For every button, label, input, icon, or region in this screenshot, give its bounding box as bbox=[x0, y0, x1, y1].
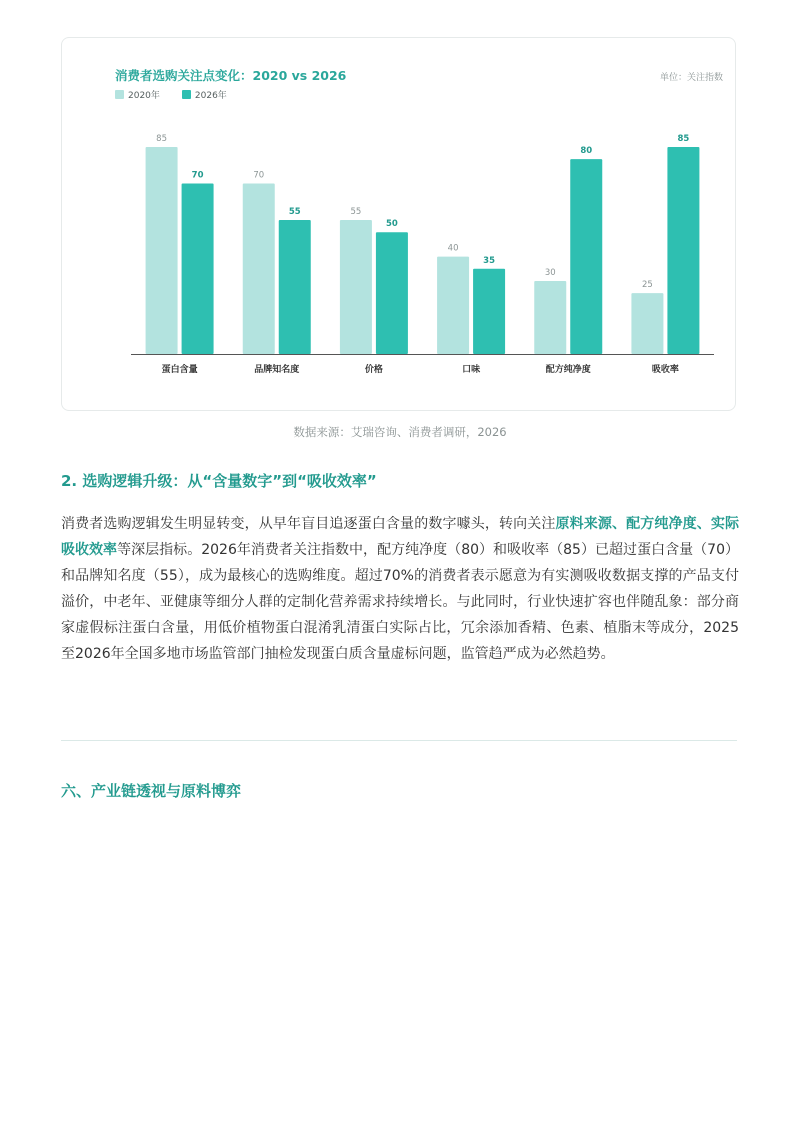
data-label-2020-5: 25 bbox=[642, 280, 653, 291]
bar-2020-0 bbox=[146, 147, 178, 354]
bar-2026-4 bbox=[570, 159, 602, 354]
x-tick-label-5: 吸收率 bbox=[651, 365, 679, 375]
data-label-2020-3: 40 bbox=[447, 243, 459, 254]
x-tick-label-4: 配方纯净度 bbox=[545, 365, 591, 375]
source-note: 数据来源：艾瑞咨询、消费者调研，2026 bbox=[293, 425, 507, 439]
data-label-2020-4: 30 bbox=[544, 267, 556, 278]
data-label-2026-4: 80 bbox=[580, 146, 593, 157]
paragraph-text-end: 等深层指标。2026年消费者关注指数中，配方纯净度（80）和吸收率（85）已超过蛋白含量（70）和品牌知名度（55），成为最核心的选购维度。超过70%的消费者表示愿意为有实测吸收数据支撑的产品支付溢价，中老年、亚健康等细分人群的定制化营养需求持续增长。与此同时，行业快速扩容也伴随乱象：部分商家虚假标注蛋白含量，用低价植物蛋白混淆乳清蛋白实际占比，冗余添加香精、色素、植脂末等成分，2025至2026年全国多地市场监管部门抽检发现蛋白质含量虚标问题，监管趋严成为必然趋势。 bbox=[61, 542, 740, 662]
chart-unit-label: 单位：关注指数 bbox=[659, 73, 723, 83]
data-label-2026-2: 50 bbox=[385, 219, 398, 230]
section-heading: 2. 选购逻辑升级：从“含量数字”到“吸收效率” bbox=[61, 472, 377, 490]
bar-2020-5 bbox=[631, 293, 663, 354]
chapter-heading: 六、产业链透视与原料博弈 bbox=[61, 782, 242, 800]
paragraph-highlight: 原料来源、配方纯净度、实际吸收效率 bbox=[61, 516, 740, 558]
legend-label-2020: 2020年 bbox=[128, 91, 160, 101]
x-tick-label-0: 蛋白含量 bbox=[161, 365, 198, 375]
bar-2020-2 bbox=[340, 220, 372, 354]
bar-2020-1 bbox=[243, 184, 275, 354]
bar-2020-4 bbox=[534, 281, 566, 354]
legend-label-2026: 2026年 bbox=[194, 91, 227, 101]
bar-2026-0 bbox=[182, 184, 214, 354]
x-tick-label-1: 品牌知名度 bbox=[254, 365, 300, 375]
body-paragraph bbox=[61, 511, 739, 667]
bar-2020-3 bbox=[437, 257, 469, 354]
data-label-2026-0: 70 bbox=[191, 170, 204, 181]
bar-2026-2 bbox=[376, 232, 408, 354]
data-label-2026-1: 55 bbox=[288, 207, 301, 218]
x-tick-label-3: 口味 bbox=[462, 365, 481, 375]
bar-2026-5 bbox=[667, 147, 699, 354]
section-divider bbox=[61, 740, 737, 741]
chart-title: 消费者选购关注点变化：2020 vs 2026 bbox=[115, 68, 347, 83]
data-label-2026-5: 85 bbox=[677, 134, 690, 144]
data-label-2020-0: 85 bbox=[156, 134, 167, 144]
paragraph-text-start: 消费者选购逻辑发生明显转变，从早年盲目追逐蛋白含量的数字噱头，转向关注 bbox=[61, 516, 556, 532]
data-label-2020-2: 55 bbox=[350, 207, 362, 218]
data-label-2020-1: 70 bbox=[253, 170, 265, 181]
bar-2026-3 bbox=[473, 269, 505, 354]
data-label-2026-3: 35 bbox=[483, 255, 496, 266]
chart-card bbox=[61, 37, 736, 411]
x-tick-label-2: 价格 bbox=[364, 365, 383, 375]
bar-chart bbox=[62, 38, 735, 410]
bar-2026-1 bbox=[279, 220, 311, 354]
